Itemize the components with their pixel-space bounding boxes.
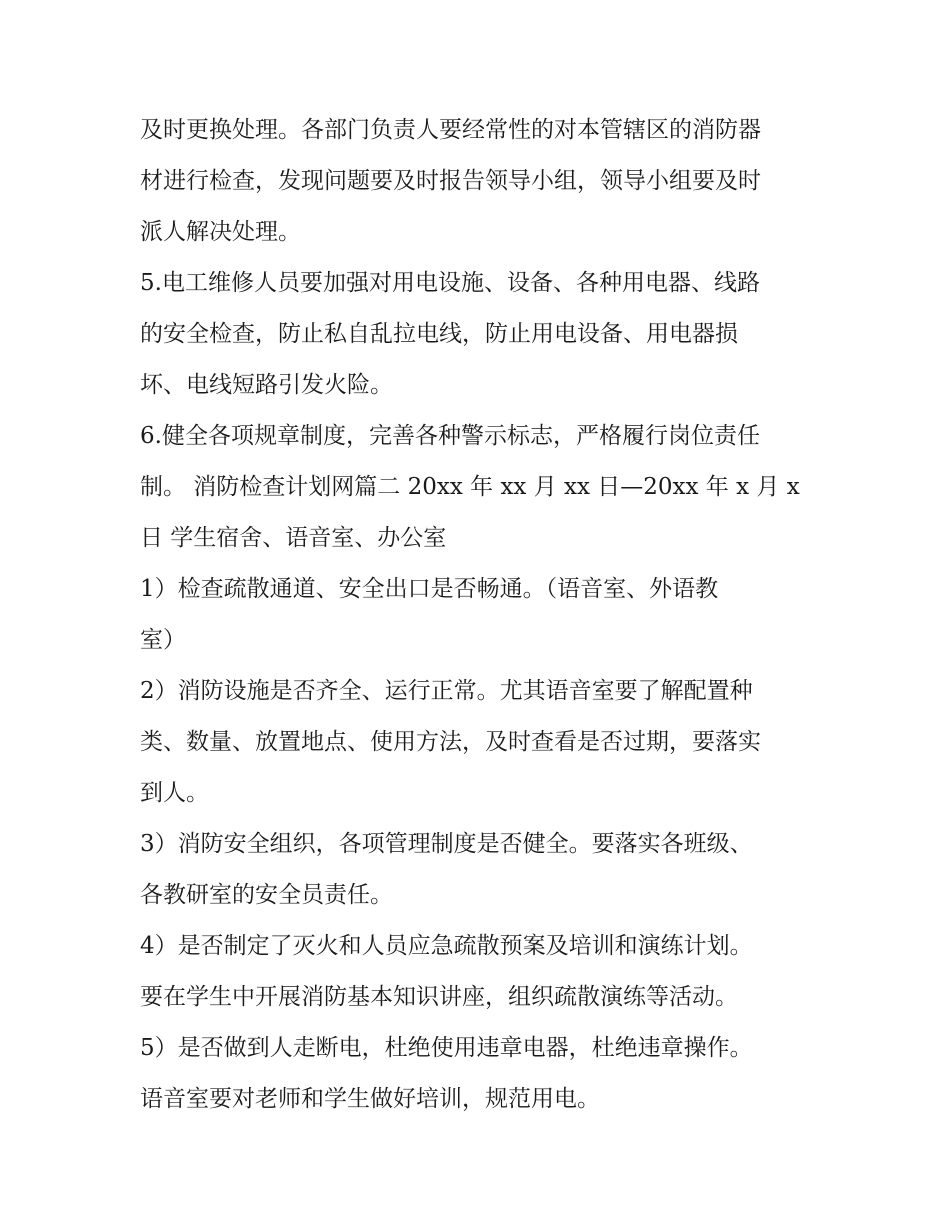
text-line: 4）是否制定了灭火和人员应急疏散预案及培训和演练计划。 (140, 933, 753, 959)
text-line: 的安全检查，防止私自乱拉电线，防止用电设备、用电器损 (140, 321, 738, 347)
text-line: 5）是否做到人走断电，杜绝使用违章电器，杜绝违章操作。 (140, 1035, 753, 1061)
text-line: 类、数量、放置地点、使用方法，及时查看是否过期，要落实 (140, 729, 761, 755)
text-line: 材进行检查，发现问题要及时报告领导小组，领导小组要及时 (140, 168, 761, 194)
text-line: 制。 消防检查计划网篇二 20xx 年 xx 月 xx 日—20xx 年 x 月 x (140, 474, 800, 500)
text-line: 及时更换处理。各部门负责人要经常性的对本管辖区的消防器 (140, 117, 761, 143)
text-line: 要在学生中开展消防基本知识讲座，组织疏散演练等活动。 (140, 984, 738, 1010)
text-line: 语音室要对老师和学生做好培训，规范用电。 (140, 1086, 600, 1112)
text-line: 2）消防设施是否齐全、运行正常。尤其语音室要了解配置种 (140, 678, 753, 704)
text-line: 到人。 (140, 780, 209, 806)
text-line: 5.电工维修人员要加强对用电设施、设备、各种用电器、线路 (140, 270, 760, 296)
text-line: 各教研室的安全员责任。 (140, 882, 393, 908)
text-line: 6.健全各项规章制度，完善各种警示标志，严格履行岗位责任 (140, 423, 760, 449)
text-line: 3）消防安全组织，各项管理制度是否健全。要落实各班级、 (140, 831, 753, 857)
text-line: 日 学生宿舍、语音室、办公室 (140, 525, 447, 551)
text-line: 室） (140, 627, 186, 653)
text-line: 派人解决处理。 (140, 219, 301, 245)
text-line: 1）检查疏散通道、安全出口是否畅通。（语音室、外语教 (140, 576, 719, 602)
document-body (140, 105, 830, 1125)
text-line: 坏、电线短路引发火险。 (140, 372, 393, 398)
